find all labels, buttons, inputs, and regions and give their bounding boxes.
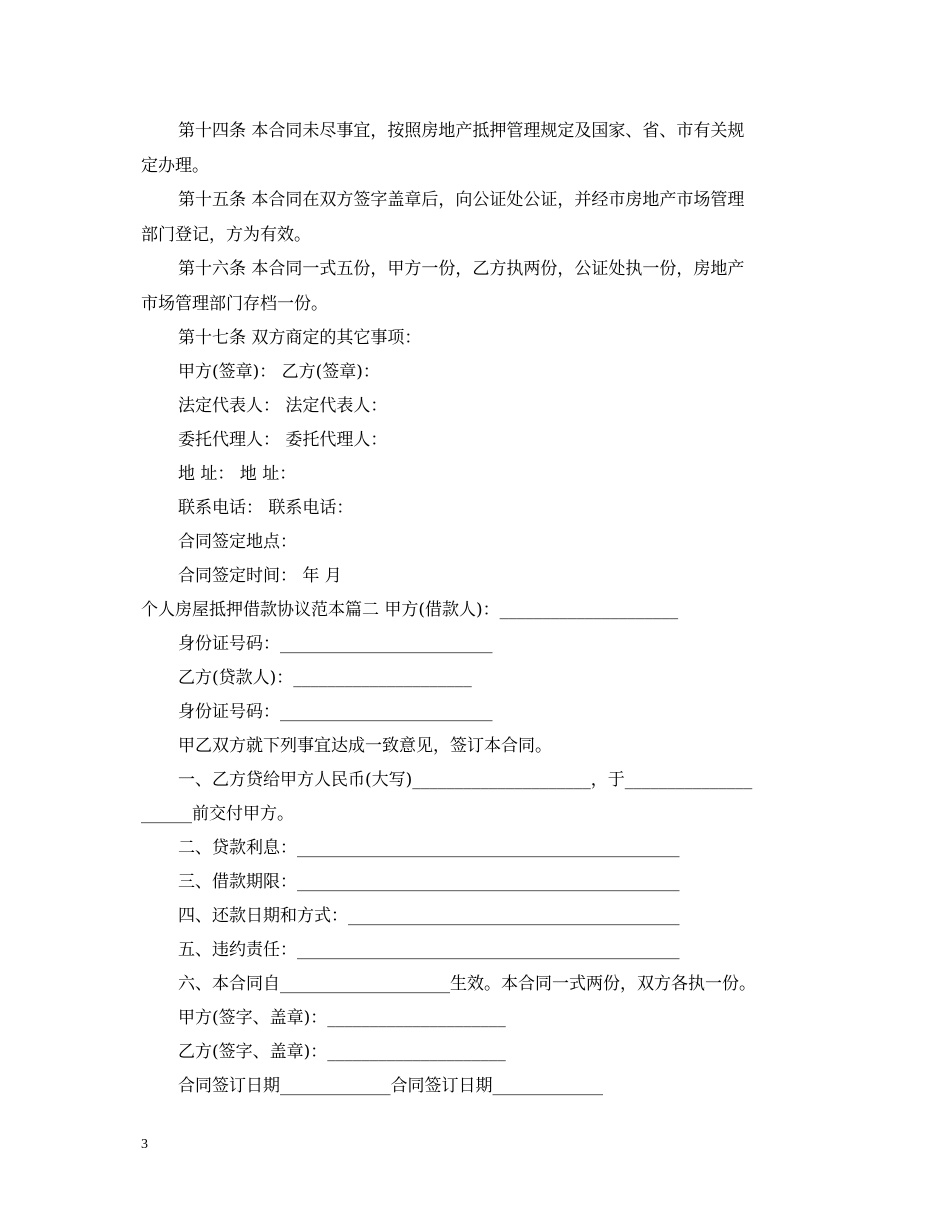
id-number-line-a: 身份证号码：_________________________ <box>178 634 493 654</box>
page-number: 3 <box>141 1137 148 1152</box>
legal-rep-line: 法定代表人： 法定代表人： <box>178 396 388 416</box>
party-seal-line: 甲方(签章)： 乙方(签章)： <box>178 362 380 382</box>
id-number-line-b: 身份证号码：_________________________ <box>178 702 493 722</box>
clause-2: 二、贷款利息：_____________________________________________ <box>178 838 680 858</box>
party-b-sign: 乙方(签字、盖章)：_____________________ <box>178 1042 506 1062</box>
article-16-line1: 第十六条 本合同一式五份，甲方一份，乙方执两份，公证处执一份，房地产 <box>178 259 745 279</box>
clause-3: 三、借款期限：_____________________________________________ <box>178 872 680 892</box>
sign-time-line: 合同签定时间： 年 月 <box>178 566 342 586</box>
article-16-line2: 市场管理部门存档一份。 <box>141 294 328 314</box>
address-line: 地 址： 地 址： <box>178 464 297 484</box>
agreement-line: 甲乙双方就下列事宜达成一致意见，签订本合同。 <box>178 736 552 756</box>
article-14-line2: 定办理。 <box>141 156 209 176</box>
clause-1-line1: 一、乙方贷给甲方人民币(大写)_____________________，于_______________ <box>178 770 753 790</box>
section-two-heading: 个人房屋抵押借款协议范本篇二 甲方(借款人)：_____________________ <box>141 600 679 620</box>
article-17: 第十七条 双方商定的其它事项： <box>178 328 422 348</box>
sign-place-line: 合同签定地点： <box>178 532 297 552</box>
phone-line: 联系电话： 联系电话： <box>178 498 354 518</box>
article-15-line2: 部门登记，方为有效。 <box>141 225 311 245</box>
clause-6: 六、本合同自____________________生效。本合同一式两份，双方各执一份。 <box>178 974 756 994</box>
party-a-sign: 甲方(签字、盖章)：_____________________ <box>178 1008 506 1028</box>
lender-line: 乙方(贷款人)：_____________________ <box>178 668 472 688</box>
article-14-line1: 第十四条 本合同未尽事宜，按照房地产抵押管理规定及国家、省、市有关规 <box>178 121 745 141</box>
clause-4: 四、还款日期和方式：_______________________________________ <box>178 906 680 926</box>
agent-line: 委托代理人： 委托代理人： <box>178 430 388 450</box>
article-15-line1: 第十五条 本合同在双方签字盖章后，向公证处公证，并经市房地产市场管理 <box>178 190 745 210</box>
clause-5: 五、违约责任：_____________________________________________ <box>178 940 680 960</box>
sign-dates: 合同签订日期_____________合同签订日期_____________ <box>178 1076 603 1096</box>
clause-1-line2: ______前交付甲方。 <box>141 804 294 824</box>
